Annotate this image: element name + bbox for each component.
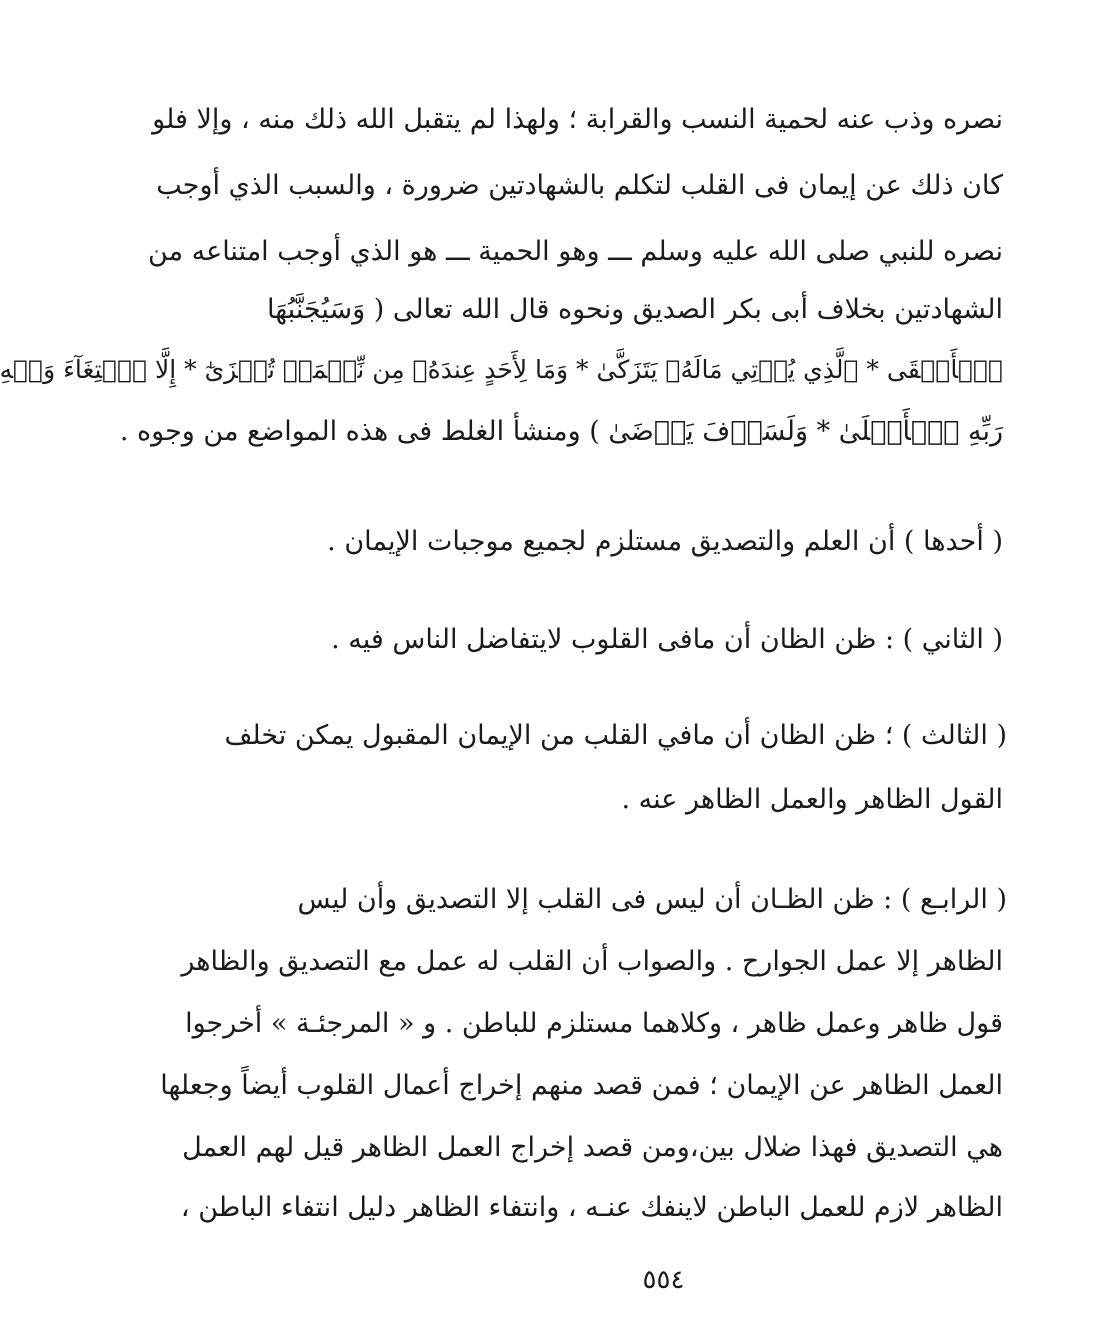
point-four: ( الرابـع ) : ظن الظـان أن ليس فى القلب إلا التصديق وأن ليس <box>297 884 1007 915</box>
text-line: نصره للنبي صلى الله عليه وسلم ـــ وهو الحمية ـــ هو الذي أوجب امتناعه من <box>148 236 1003 267</box>
point-two: ( الثاني ) : ظن الظان أن مافى القلوب لايتفاضل الناس فيه . <box>331 624 1003 655</box>
quran-verse-line: ٱلۡأَتۡقَى * ٱلَّذِي يُؤۡتِي مَالَهُۥ يَتَزَكَّىٰ * وَمَا لِأَحَدٍ عِندَهُۥ مِن نِّعۡمَةٖ تُجۡزَىٰٓ * إِلَّا ٱبۡتِغَآءَ وَجۡهِ <box>0 355 1003 384</box>
text-line: الظاهر إلا عمل الجوارح . والصواب أن القلب له عمل مع التصديق والظاهر <box>181 946 1003 977</box>
text-line: القول الظاهر والعمل الظاهر عنه . <box>621 784 1003 815</box>
text-line: نصره وذب عنه لحمية النسب والقرابة ؛ ولهذا لم يتقبل الله ذلك منه ، وإلا فلو <box>152 104 1003 135</box>
text-line: كان ذلك عن إيمان فى القلب لتكلم بالشهادتين ضرورة ، والسبب الذي أوجب <box>156 170 1003 201</box>
point-three: ( الثالث ) ؛ ظن الظان أن مافي القلب من الإيمان المقبول يمكن تخلف <box>224 720 1007 751</box>
text-line: العمل الظاهر عن الإيمان ؛ فمن قصد منهم إخراج أعمال القلوب أيضاً وجعلها <box>160 1070 1003 1101</box>
text-line: قول ظاهر وعمل ظاهر ، وكلاهما مستلزم للباطن . و « المرجئـة » أخرجوا <box>185 1008 1003 1039</box>
text-line: الظاهر لازم للعمل الباطن لاينفك عنـه ، وانتفاء الظاهر دليل انتفاء الباطن ، <box>180 1192 1003 1223</box>
text-line: هي التصديق فهذا ضلال بين،ومن قصد إخراج العمل الظاهر قيل لهم العمل <box>182 1132 1003 1163</box>
text-line: رَبِّهِ ٱلۡأَعۡلَىٰ * وَلَسَوۡفَ يَرۡضَىٰ ) ومنشأ الغلط فى هذه المواضع من وجوه . <box>119 416 1003 447</box>
page-number: ٥٥٤ <box>642 1265 685 1295</box>
text-line: الشهادتين بخلاف أبى بكر الصديق ونحوه قال الله تعالى ( وَسَيُجَنَّبُهَا <box>267 294 1003 325</box>
point-one: ( أحدها ) أن العلم والتصديق مستلزم لجميع موجبات الإيمان . <box>327 526 1003 557</box>
